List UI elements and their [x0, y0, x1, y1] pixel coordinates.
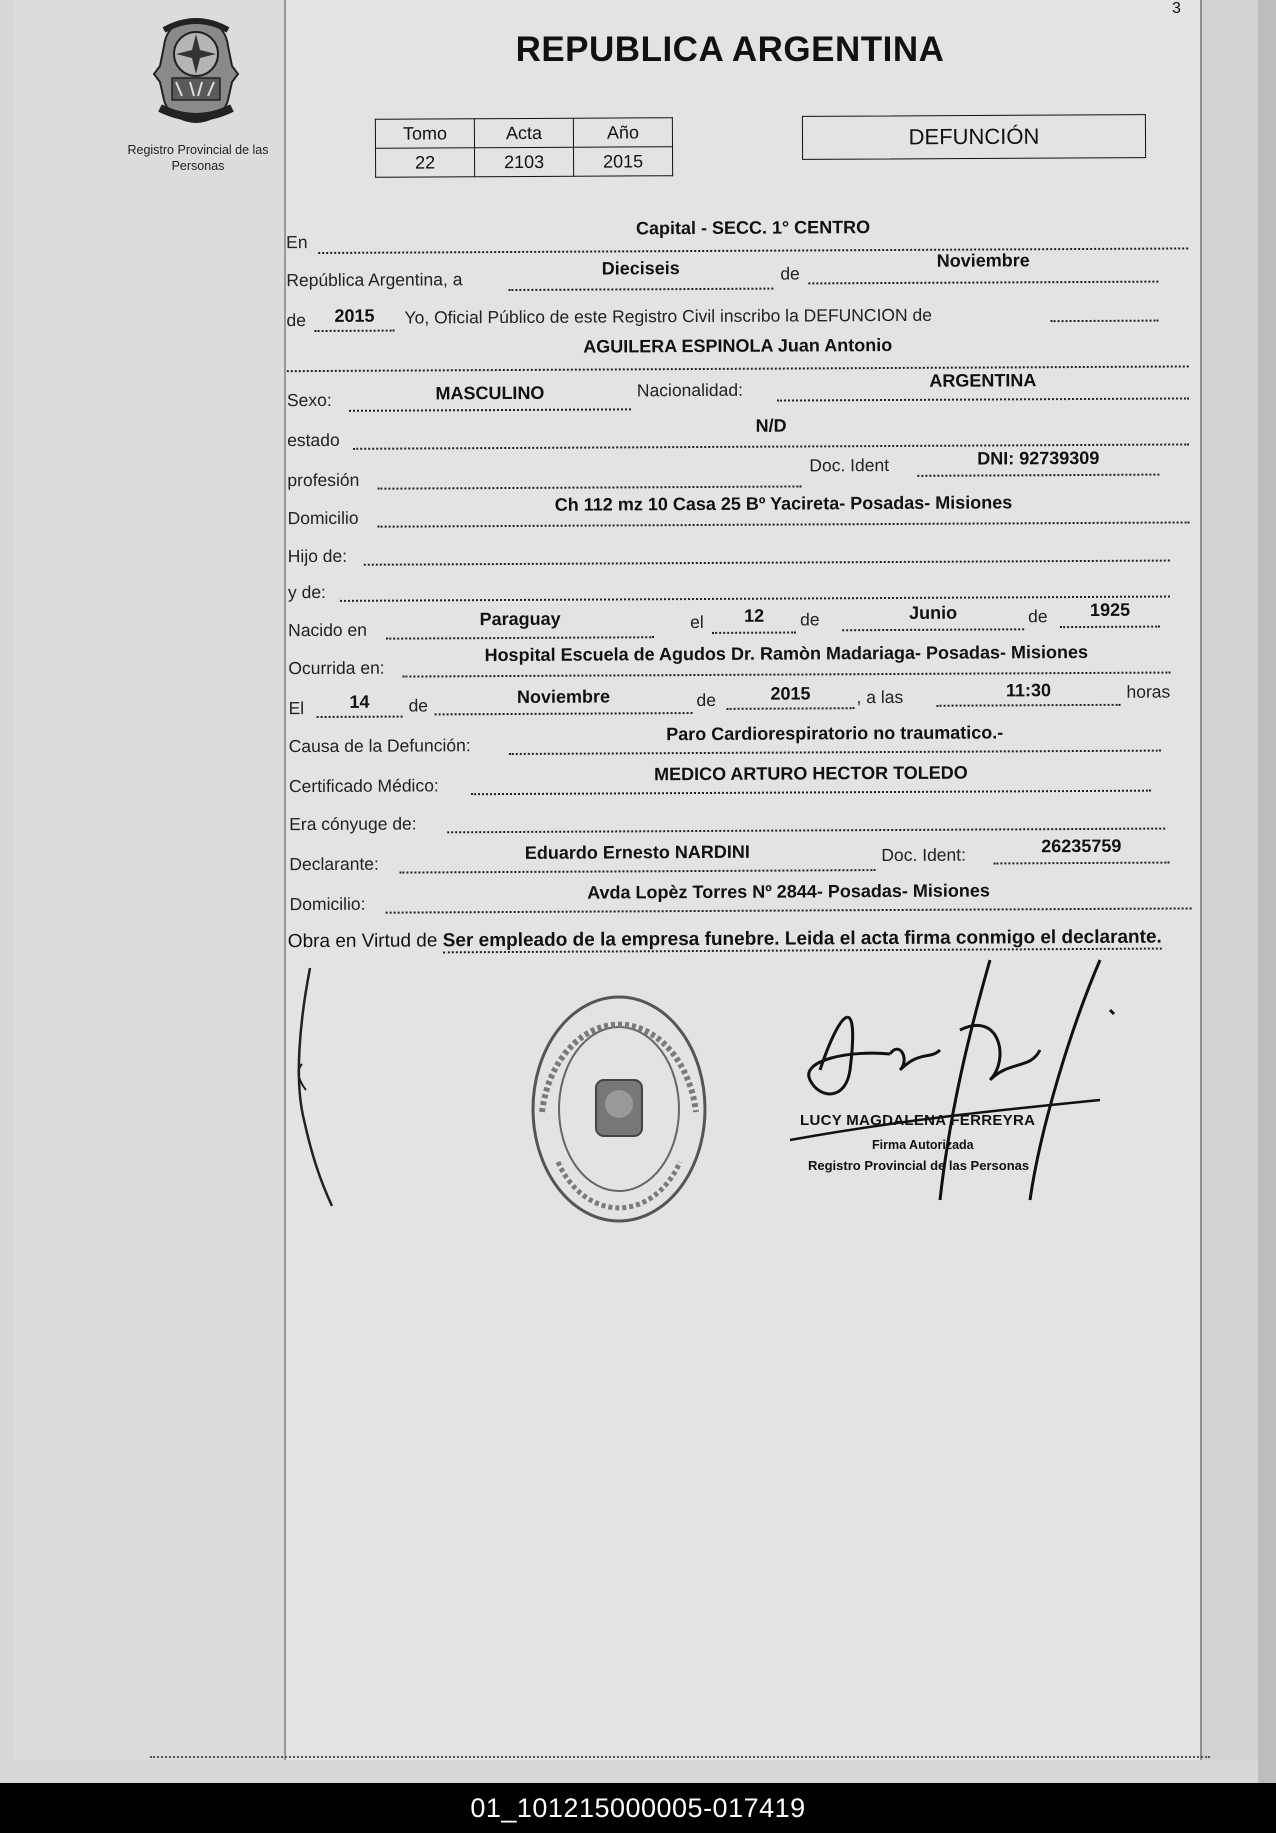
nac-anio-value: 1925: [1089, 599, 1131, 620]
el-label-2: El: [288, 698, 305, 719]
certificado-line: [471, 790, 1151, 796]
horas-label: horas: [1126, 681, 1171, 702]
nacionalidad-label: Nacionalidad:: [636, 379, 743, 401]
yo-text: Yo, Oficial Público de este Registro Civil inscribo la DEFUNCION de: [404, 304, 933, 328]
ref-value-acta: 2103: [475, 147, 574, 177]
ref-value-tomo: 22: [376, 148, 475, 178]
de-label-3: de: [800, 609, 820, 630]
page-bottom-edge: [150, 1756, 1210, 1758]
profesion-label: profesión: [287, 469, 360, 491]
conyuge-label: Era cónyuge de:: [289, 813, 417, 835]
ocurrida-value: Hospital Escuela de Agudos Dr. Ramòn Madariaga- Posadas- Misiones: [484, 641, 1089, 666]
certificado-label: Certificado Médico:: [288, 775, 439, 797]
anio-line: [315, 330, 395, 332]
de-label-6: de: [696, 689, 717, 711]
document-title: REPUBLICA ARGENTINA: [515, 30, 945, 69]
alas-label: , a las: [856, 686, 904, 708]
domicilio-line: [378, 521, 1190, 527]
domicilio2-value: Avda Lopèz Torres Nº 2844- Posadas- Misiones: [587, 880, 990, 903]
estado-value: N/D: [755, 415, 787, 436]
estado-label: estado: [287, 429, 340, 451]
nac-mes-value: Junio: [909, 602, 958, 623]
certificado-value: MEDICO ARTURO HECTOR TOLEDO: [654, 762, 968, 785]
doc-value: DNI: 92739309: [977, 447, 1100, 469]
en-label: En: [286, 232, 308, 253]
nacionalidad-value: ARGENTINA: [929, 370, 1037, 391]
yo-line: [1051, 320, 1159, 323]
handwritten-signature: [780, 950, 1120, 1230]
official-seal-stamp: [528, 992, 710, 1226]
signatory-name: LUCY MAGDALENA FERREYRA: [800, 1112, 1036, 1129]
ref-header-acta: Acta: [474, 118, 573, 148]
nacionalidad-line: [777, 397, 1189, 401]
en-value: Capital - SECC. 1° CENTRO: [635, 217, 871, 239]
declarante-label: Declarante:: [289, 853, 379, 875]
doc-line: [917, 474, 1159, 477]
el-label-1: el: [690, 611, 704, 633]
hijo-line: [364, 560, 1170, 566]
mes-value: Noviembre: [936, 250, 1030, 271]
scan-id-footer: 01_101215000005-017419: [0, 1783, 1276, 1833]
def-mes-value: Noviembre: [516, 686, 611, 707]
nac-dia-value: 12: [744, 605, 765, 626]
doc2-value: 26235759: [1041, 835, 1122, 857]
sexo-line: [349, 408, 631, 411]
dia-value: Dieciseis: [601, 258, 680, 279]
ocurrida-line: [402, 672, 1170, 678]
ocurrida-label: Ocurrida en:: [288, 657, 385, 679]
record-type-box: DEFUNCIÓN: [802, 114, 1146, 160]
nac-dia-line: [712, 631, 796, 633]
profesion-line: [377, 485, 801, 489]
republica-label: República Argentina, a: [286, 269, 463, 291]
domicilio-label: Domicilio: [287, 507, 359, 529]
registry-label: Registro Provincial de las Personas: [127, 143, 269, 173]
anio-value: 2015: [334, 305, 375, 326]
nacido-label: Nacido en: [288, 619, 368, 641]
page-number: 3: [1172, 0, 1181, 17]
de-label-4: de: [1028, 606, 1048, 627]
declarante-line: [399, 869, 875, 873]
causa-label: Causa de la Defunción:: [288, 735, 471, 757]
doc2-label: Doc. Ident:: [881, 844, 967, 866]
nacido-line: [386, 636, 654, 639]
domicilio2-label: Domicilio:: [289, 893, 366, 915]
doc-label: Doc. Ident: [809, 455, 890, 476]
declarante-value: Eduardo Ernesto NARDINI: [524, 841, 750, 863]
nacido-value: Paraguay: [479, 608, 561, 630]
causa-line: [509, 750, 1161, 755]
de-label-1: de: [780, 263, 800, 284]
dia-line: [508, 288, 773, 291]
signatory-org: Registro Provincial de las Personas: [808, 1158, 1030, 1173]
def-hora-line: [937, 704, 1121, 707]
domicilio2-line: [386, 907, 1192, 913]
conyuge-line: [447, 828, 1165, 834]
def-dia-line: [317, 716, 403, 718]
def-anio-value: 2015: [770, 683, 811, 704]
obra-label: Obra en Virtud de: [287, 930, 438, 953]
margin-pen-stroke: [290, 960, 340, 1210]
ref-header-anio: Año: [573, 118, 672, 148]
nombre-value: AGUILERA ESPINOLA Juan Antonio: [583, 334, 893, 357]
nac-anio-line: [1060, 626, 1160, 629]
de-label-2: de: [286, 310, 307, 331]
signatory-role: Firma Autorizada: [872, 1138, 974, 1152]
yde-label: y de:: [287, 581, 326, 603]
de-label-5: de: [408, 695, 429, 716]
def-hora-value: 11:30: [1005, 680, 1052, 701]
yde-line: [340, 596, 1170, 602]
sexo-value: MASCULINO: [435, 382, 545, 404]
doc2-line: [993, 862, 1169, 865]
def-mes-line: [435, 712, 693, 715]
def-anio-line: [727, 707, 855, 710]
def-dia-value: 14: [349, 691, 370, 712]
domicilio-value: Ch 112 mz 10 Casa 25 Bº Yacireta- Posadas- Misiones: [554, 492, 1013, 515]
obra-value: Ser empleado de la empresa funebre. Leida el acta firma conmigo el declarante.: [442, 926, 1162, 952]
sexo-label: Sexo:: [286, 389, 332, 411]
causa-value: Paro Cardiorespiratorio no traumatico.-: [666, 722, 1004, 745]
hijo-label: Hijo de:: [287, 545, 348, 567]
ref-header-tomo: Tomo: [375, 119, 474, 149]
ref-value-anio: 2015: [573, 147, 672, 177]
mes-line: [808, 281, 1158, 285]
nac-mes-line: [842, 628, 1024, 631]
